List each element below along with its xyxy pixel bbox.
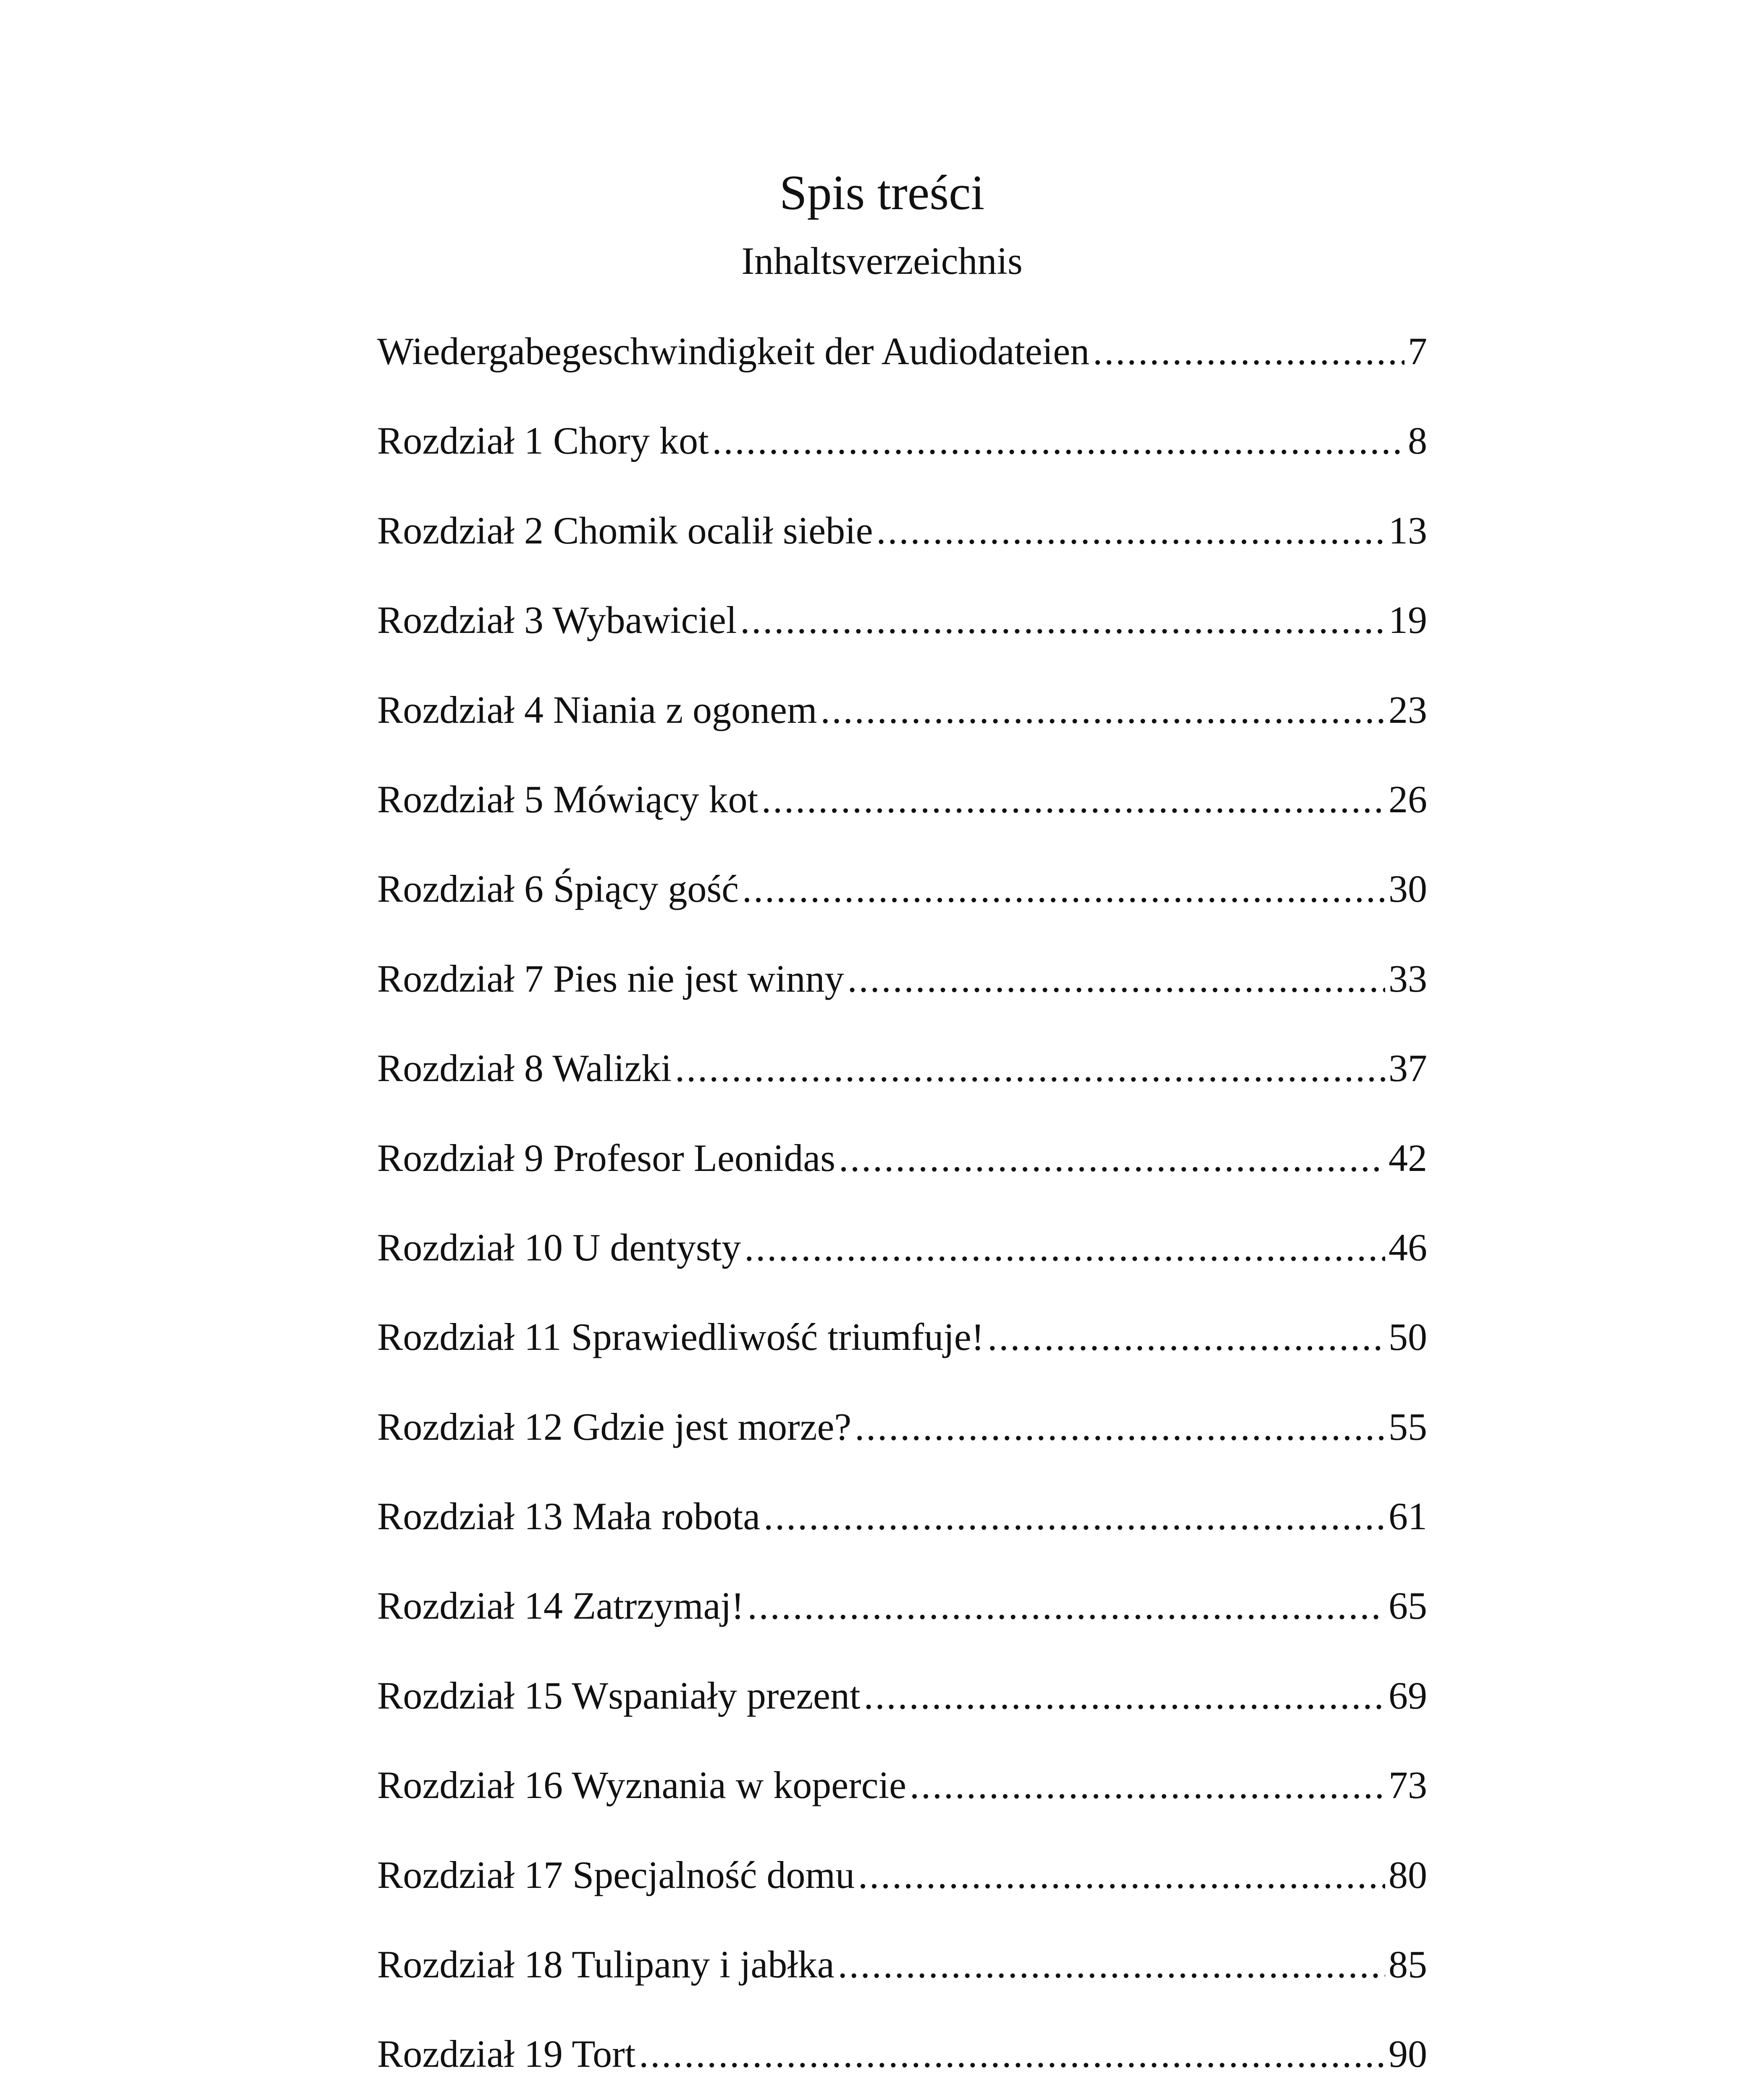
toc-entry[interactable] (377, 1586, 1427, 1676)
toc-entry-page: 30 (1389, 867, 1427, 911)
toc-entry-label: Rozdział 6 Śpiący gość (377, 867, 739, 911)
toc-leader-dots (848, 959, 1385, 998)
toc-leader-dots (864, 1676, 1385, 1715)
table-of-contents (377, 332, 1427, 2100)
toc-entry-label: Rozdział 4 Niania z ogonem (377, 688, 817, 731)
toc-entry[interactable] (377, 777, 1427, 869)
toc-entry-label: Rozdział 13 Mała robota (377, 1495, 761, 1538)
toc-entry-label: Rozdział 1 Chory kot (377, 419, 709, 462)
toc-leader-dots (712, 421, 1404, 460)
toc-entry[interactable] (377, 1228, 1427, 1318)
toc-leader-dots (675, 1049, 1385, 1087)
toc-leader-dots (639, 2034, 1385, 2073)
toc-entry-page: 26 (1389, 777, 1427, 821)
toc-entry-page: 61 (1389, 1495, 1427, 1538)
toc-entry-page: 19 (1389, 598, 1427, 642)
toc-entry-page: 13 (1389, 509, 1427, 552)
toc-entry[interactable] (377, 959, 1427, 1049)
toc-entry-label: Rozdział 11 Sprawiedliwość triumfuje! (377, 1315, 984, 1359)
toc-entry-label: Rozdział 16 Wyznania w kopercie (377, 1764, 906, 1807)
toc-entry-label: Rozdział 18 Tulipany i jabłka (377, 1943, 835, 1986)
toc-entry-page: 90 (1389, 2032, 1427, 2076)
toc-entry[interactable] (377, 511, 1427, 601)
toc-entry[interactable] (377, 869, 1427, 959)
toc-leader-dots (839, 1139, 1385, 1177)
toc-entry-page: 8 (1408, 419, 1427, 462)
toc-entry-page: 37 (1389, 1047, 1427, 1090)
toc-leader-dots (858, 1856, 1385, 1894)
toc-entry[interactable] (377, 1853, 1427, 1945)
toc-entry-page: 69 (1389, 1674, 1427, 1717)
toc-leader-dots (855, 1407, 1385, 1446)
toc-leader-dots (876, 511, 1385, 550)
toc-entry-label: Rozdział 14 Zatrzymaj! (377, 1584, 744, 1628)
toc-leader-dots (748, 1586, 1385, 1625)
toc-entry[interactable] (377, 421, 1427, 511)
toc-entry-label: Wiedergabegeschwindigkeit der Audiodateien (377, 330, 1090, 373)
toc-entry-page: 42 (1389, 1136, 1427, 1179)
toc-leader-dots (764, 1497, 1385, 1536)
toc-leader-dots (740, 601, 1385, 639)
toc-entry-page: 80 (1389, 1853, 1427, 1896)
toc-entry[interactable] (377, 598, 1427, 690)
toc-entry-page: 23 (1389, 688, 1427, 731)
toc-entry[interactable] (377, 2034, 1427, 2100)
toc-entry-page: 50 (1389, 1315, 1427, 1359)
page-subtitle: Inhaltsverzeichnis (741, 239, 1023, 282)
toc-entry-label: Rozdział 9 Profesor Leonidas (377, 1136, 835, 1179)
toc-entry-label: Rozdział 19 Tort (377, 2032, 636, 2076)
toc-entry-page: 65 (1389, 1584, 1427, 1628)
toc-entry[interactable] (377, 1136, 1427, 1228)
toc-entry-label: Rozdział 2 Chomik ocalił siebie (377, 509, 873, 552)
toc-entry[interactable] (377, 1676, 1427, 1766)
toc-leader-dots (761, 780, 1385, 819)
toc-leader-dots (838, 1945, 1385, 1984)
toc-entry-page: 85 (1389, 1943, 1427, 1986)
toc-entry[interactable] (377, 690, 1427, 780)
toc-entry-label: Rozdział 3 Wybawiciel (377, 598, 737, 642)
toc-entry-page: 55 (1389, 1405, 1427, 1448)
toc-entry[interactable] (377, 1315, 1427, 1407)
toc-leader-dots (744, 1228, 1385, 1267)
page-title: Spis treści (779, 165, 985, 220)
toc-entry[interactable] (377, 1766, 1427, 1855)
toc-leader-dots (742, 869, 1385, 908)
toc-leader-dots (820, 690, 1385, 729)
toc-entry[interactable] (377, 1407, 1427, 1497)
toc-leader-dots (987, 1318, 1385, 1356)
toc-entry[interactable] (377, 1049, 1427, 1138)
toc-entry[interactable] (377, 1945, 1427, 2034)
toc-leader-dots (910, 1766, 1385, 1804)
toc-entry[interactable] (377, 1497, 1427, 1586)
toc-entry-label: Rozdział 12 Gdzie jest morze? (377, 1405, 852, 1448)
toc-entry-label: Rozdział 5 Mówiący kot (377, 777, 759, 821)
toc-entry-page: 73 (1389, 1764, 1427, 1807)
toc-entry-label: Rozdział 7 Pies nie jest winny (377, 957, 844, 1000)
toc-entry-page: 7 (1408, 330, 1427, 373)
toc-entry[interactable] (377, 332, 1427, 421)
toc-entry-page: 46 (1389, 1226, 1427, 1269)
toc-leader-dots (1093, 332, 1404, 370)
toc-entry-label: Rozdział 17 Specjalność domu (377, 1853, 855, 1896)
toc-entry-label: Rozdział 10 U dentysty (377, 1226, 741, 1269)
toc-entry-label: Rozdział 8 Walizki (377, 1047, 672, 1090)
toc-entry-label: Rozdział 15 Wspaniały prezent (377, 1674, 861, 1717)
toc-entry-page: 33 (1389, 957, 1427, 1000)
